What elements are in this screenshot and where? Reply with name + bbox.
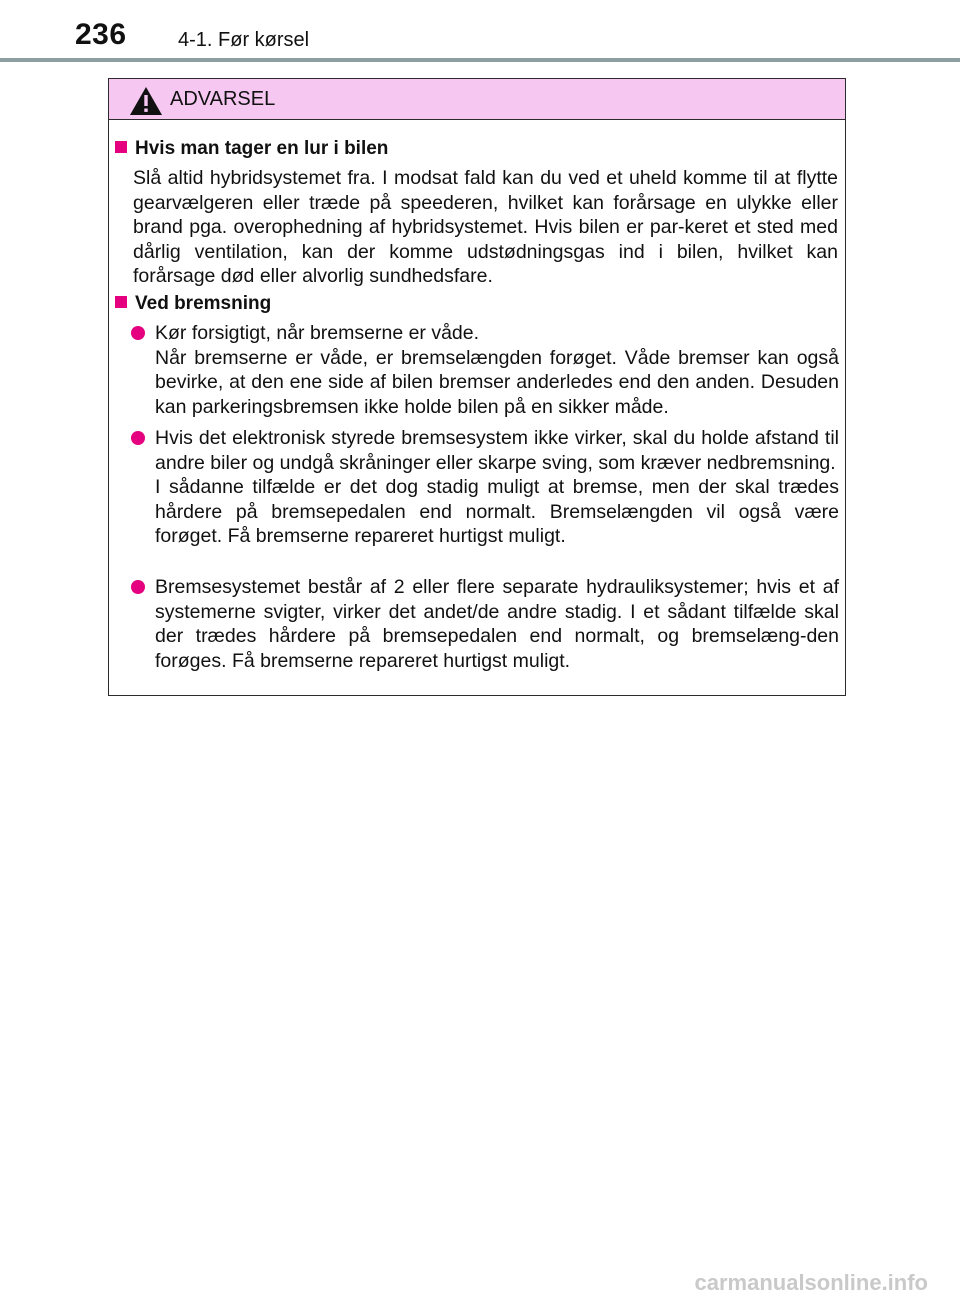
section-heading	[115, 293, 271, 315]
section-paragraph: Slå altid hybridsystemet fra. I modsat fald kan du ved et uheld komme til at flytte gearvælgeren eller træde på speederen, hvilket kan forårsage en ulykke eller brand pga. overophedning af hybridsystemet. Hvis bilen er par-keret et sted med dårlig ventilation, kan der komme udstødningsgas ind i bilen, hvilket kan forårsage død eller alvorlig sundhedsfare.	[133, 167, 838, 287]
round-bullet-icon	[131, 580, 145, 594]
list-item-text: Hvis det elektronisk styrede bremsesystem ikke virker, skal du holde afstand til andre biler og undgå skråninger eller skarpe sving, som kræver nedbremsning.	[155, 427, 839, 474]
warning-box	[108, 78, 846, 696]
section-heading-text: Ved bremsning	[135, 293, 272, 314]
warning-title: ADVARSEL	[170, 88, 276, 110]
square-bullet-icon	[115, 141, 127, 153]
section-title: 4-1. Før kørsel	[178, 29, 310, 51]
square-bullet-icon	[115, 296, 127, 308]
page-header	[0, 0, 960, 62]
list-item-text: Når bremserne er våde, er bremselængden forøget. Våde bremser kan også bevirke, at den ene side af bilen bremser anderledes end den anden. Desuden kan parkeringsbremsen ikke holde bilen på en sikker måde.	[155, 346, 839, 418]
list-item-text: I sådanne tilfælde er det dog stadig muligt at bremse, men der skal trædes hårdere på bremsepedalen end normalt. Bremselængden vil også være forøget. Få bremserne repareret hurtigst muligt.	[155, 476, 839, 547]
section-heading	[115, 138, 388, 160]
list-item-text: Bremsesystemet består af 2 eller flere separate hydrauliksystemer; hvis et af systemerne svigter, virker det andet/de andre stadig. I et sådant tilfælde skal der trædes hårdere på bremsepedalen end normalt, og bremselæng-den forøges. Få bremserne repareret hurtigst muligt.	[155, 576, 839, 672]
section-heading-text: Hvis man tager en lur i bilen	[135, 138, 389, 159]
header-divider	[0, 58, 960, 62]
round-bullet-icon	[131, 431, 145, 445]
warning-triangle-icon	[129, 86, 163, 116]
warning-header	[109, 79, 845, 120]
round-bullet-icon	[131, 326, 145, 340]
list-item-text: Kør forsigtigt, når bremserne er våde.	[155, 322, 480, 344]
watermark: carmanualsonline.info	[694, 1270, 928, 1295]
page-number: 236	[75, 18, 127, 51]
